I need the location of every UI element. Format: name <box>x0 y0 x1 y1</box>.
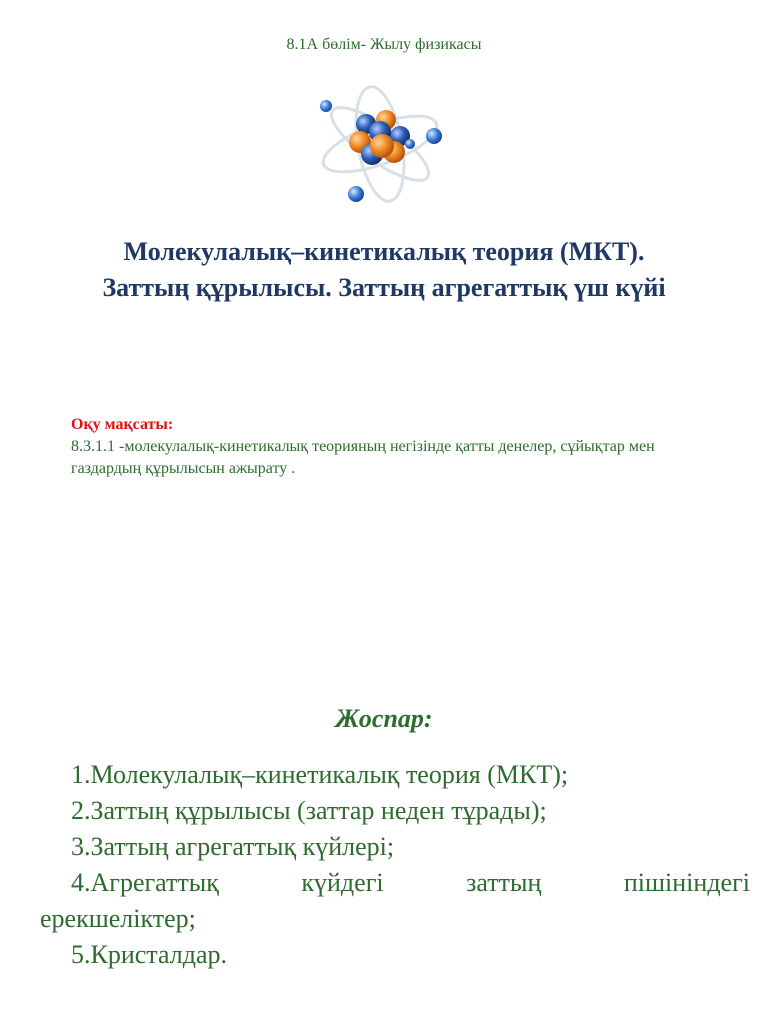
title-line-1: Молекулалық–кинетикалық теория (МКТ). <box>123 237 645 266</box>
section-label: 8.1А бөлім- Жылу физикасы <box>286 36 482 53</box>
plan-heading: Жоспар: <box>335 704 433 733</box>
plan-item-3: 3.Заттың агрегаттық күйлері; <box>71 832 395 861</box>
goal-text: 8.3.1.1 -молекулалық-кинетикалық теорияның негізінде қатты денелер, сұйықтар мен газдардың құрылысын ажырату . <box>71 438 655 477</box>
plan-list <box>40 757 750 973</box>
learning-goal <box>71 414 711 480</box>
plan-item-4-word-2: күйдегі <box>301 868 384 897</box>
plan-item-4-word-4: пішініндегі <box>623 868 750 897</box>
plan-item-4-word-3: заттың <box>466 868 542 897</box>
plan-item-1: 1.Молекулалық–кинетикалық теория (МКТ); <box>71 760 569 789</box>
plan-item-4-continuation: ерекшеліктер; <box>40 904 196 933</box>
plan-item-2: 2.Заттың құрылысы (заттар неден тұрады); <box>71 796 547 825</box>
plan-item-5: 5.Кристалдар. <box>71 940 227 969</box>
plan-item-4-word-1: 4.Агрегаттық <box>71 868 219 897</box>
atom-icon <box>314 82 446 210</box>
plan-item-4 <box>40 865 750 937</box>
page-title <box>20 234 748 306</box>
title-line-2: Заттың құрылысы. Заттың агрегаттық үш күйі <box>102 273 666 302</box>
goal-label: Оқу мақсаты: <box>71 416 174 433</box>
